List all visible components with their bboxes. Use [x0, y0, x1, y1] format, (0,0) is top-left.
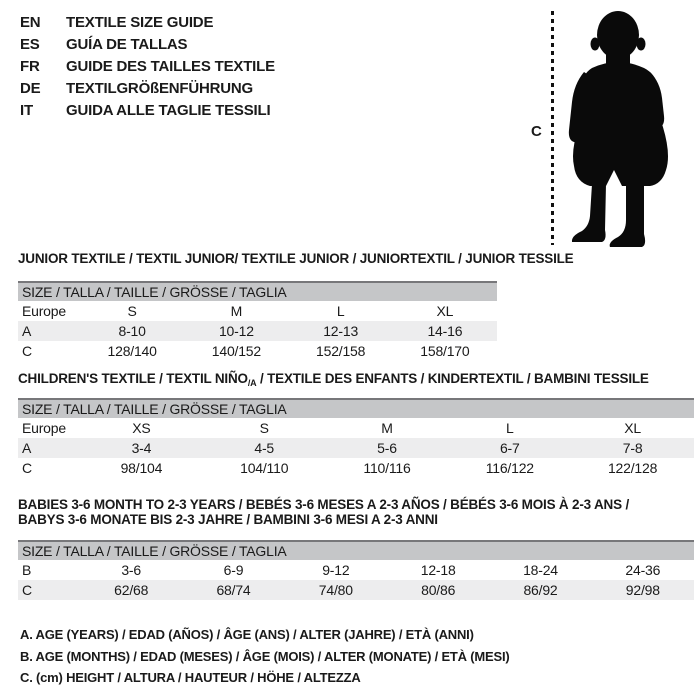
row-label: A: [22, 440, 32, 456]
cell: 140/152: [211, 343, 261, 359]
size-table-2: [18, 398, 694, 478]
table-row: [18, 301, 497, 321]
footnotes: [20, 624, 510, 689]
language-code: ES: [20, 36, 40, 53]
cell: 8-10: [118, 323, 146, 339]
cell: 110/116: [363, 460, 411, 476]
row-label: Europe: [22, 420, 66, 436]
section-title: [18, 497, 629, 527]
cell: 3-4: [131, 440, 152, 456]
language-code: FR: [20, 58, 40, 75]
cell: 24-36: [625, 562, 661, 578]
cell: 10-12: [218, 323, 254, 339]
toddler-silhouette: [566, 6, 688, 248]
language-title: TEXTILGRÖßENFÜHRUNG: [66, 80, 254, 97]
cell: XS: [132, 420, 151, 436]
language-row: [20, 100, 275, 122]
cell: XL: [436, 303, 454, 319]
cell: 3-6: [121, 562, 141, 578]
table-row: [18, 418, 694, 438]
section-title: [18, 251, 573, 266]
title-text: JUNIOR TEXTILE / TEXTIL JUNIOR/ TEXTILE JUNIOR / JUNIORTEXTIL / JUNIOR TESSILE: [18, 251, 574, 266]
cell: 9-12: [322, 562, 350, 578]
cell: XL: [624, 420, 641, 436]
row-label: C: [22, 343, 32, 359]
cell: 18-24: [523, 562, 558, 578]
title-text: / TEXTILE DES ENFANTS / KINDERTEXTIL / BAMBINI TESSILE: [256, 371, 649, 386]
cell: S: [259, 420, 269, 436]
cell: 62/68: [114, 582, 149, 598]
row-label: Europe: [22, 303, 66, 319]
section-title-line: [18, 251, 573, 266]
size-table-1: [18, 281, 497, 361]
section-title-line: [18, 497, 629, 512]
table-row: [18, 560, 694, 580]
size-header-band: SIZE / TALLA / TAILLE / GRÖSSE / TAGLIA: [18, 540, 694, 560]
language-title: GUÍA DE TALLAS: [66, 36, 188, 53]
cell: 12-18: [420, 562, 456, 578]
table-row: [18, 438, 694, 458]
language-title: GUIDA ALLE TAGLIE TESSILI: [66, 102, 271, 119]
cell: 92/98: [625, 582, 660, 598]
section-title-line: [18, 512, 629, 527]
cell: M: [381, 420, 393, 436]
language-row: [20, 34, 275, 56]
cell: 128/140: [107, 343, 157, 359]
row-label: B: [22, 562, 32, 578]
cell: 5-6: [377, 440, 397, 456]
footnote-line: A. AGE (YEARS) / EDAD (AÑOS) / ÂGE (ANS) / ALTER (JAHRE) / ETÀ (ANNI): [20, 627, 474, 642]
cell: 74/80: [318, 582, 353, 598]
cell: 104/110: [240, 460, 289, 476]
size-header-band: SIZE / TALLA / TAILLE / GRÖSSE / TAGLIA: [18, 398, 694, 418]
table-row: [18, 580, 694, 600]
title-text: BABIES 3-6 MONTH TO 2-3 YEARS / BEBÉS 3-6 MESES A 2-3 AÑOS / BÉBÉS 3-6 MOIS À 2-3 ANS /: [18, 497, 629, 512]
cell: 14-16: [427, 323, 463, 339]
row-label: C: [22, 582, 32, 598]
language-title: GUIDE DES TAILLES TEXTILE: [66, 58, 275, 75]
cell: 158/170: [420, 343, 470, 359]
row-label: A: [22, 323, 32, 339]
language-code: DE: [20, 80, 41, 97]
cell: 98/104: [120, 460, 163, 476]
language-row: [20, 78, 275, 100]
size-header-band: SIZE / TALLA / TAILLE / GRÖSSE / TAGLIA: [18, 281, 497, 301]
cell: 86/92: [523, 582, 558, 598]
cell: 6-9: [223, 562, 244, 578]
language-title: TEXTILE SIZE GUIDE: [66, 14, 214, 31]
cell: 68/74: [216, 582, 251, 598]
language-row: [20, 12, 275, 34]
section-title-line: [18, 371, 649, 388]
section-title: [18, 371, 649, 388]
title-text: BABYS 3-6 MONATE BIS 2-3 JAHRE / BAMBINI 3-6 MESI A 2-3 ANNI: [18, 512, 438, 527]
table-row: [18, 458, 694, 478]
cell: 12-13: [323, 323, 359, 339]
figure-label-c: C: [531, 123, 542, 140]
table-row: [18, 341, 497, 361]
size-table-3: [18, 540, 694, 600]
cell: 4-5: [254, 440, 275, 456]
language-code: EN: [20, 14, 41, 31]
language-code: IT: [20, 102, 33, 119]
cell: L: [336, 303, 345, 319]
title-text: CHILDREN'S TEXTILE / TEXTIL NIÑO: [18, 371, 248, 386]
title-subscript: /A: [247, 378, 257, 388]
cell: S: [127, 303, 137, 319]
cell: 6-7: [499, 440, 520, 456]
cell: L: [505, 420, 514, 436]
table-row: [18, 321, 497, 341]
cell: 152/158: [316, 343, 366, 359]
cell: M: [230, 303, 243, 319]
cell: 7-8: [622, 440, 643, 456]
row-label: C: [22, 460, 32, 476]
height-dashed-line: [551, 11, 554, 245]
footnote-line: C. (cm) HEIGHT / ALTURA / HAUTEUR / HÖHE / ALTEZZA: [20, 670, 361, 685]
language-list: [20, 12, 275, 122]
footnote-line: B. AGE (MONTHS) / EDAD (MESES) / ÂGE (MOIS) / ALTER (MONATE) / ETÀ (MESI): [20, 648, 510, 664]
language-row: [20, 56, 275, 78]
cell: 122/128: [607, 460, 658, 476]
cell: 80/86: [421, 582, 456, 598]
cell: 116/122: [485, 460, 534, 476]
